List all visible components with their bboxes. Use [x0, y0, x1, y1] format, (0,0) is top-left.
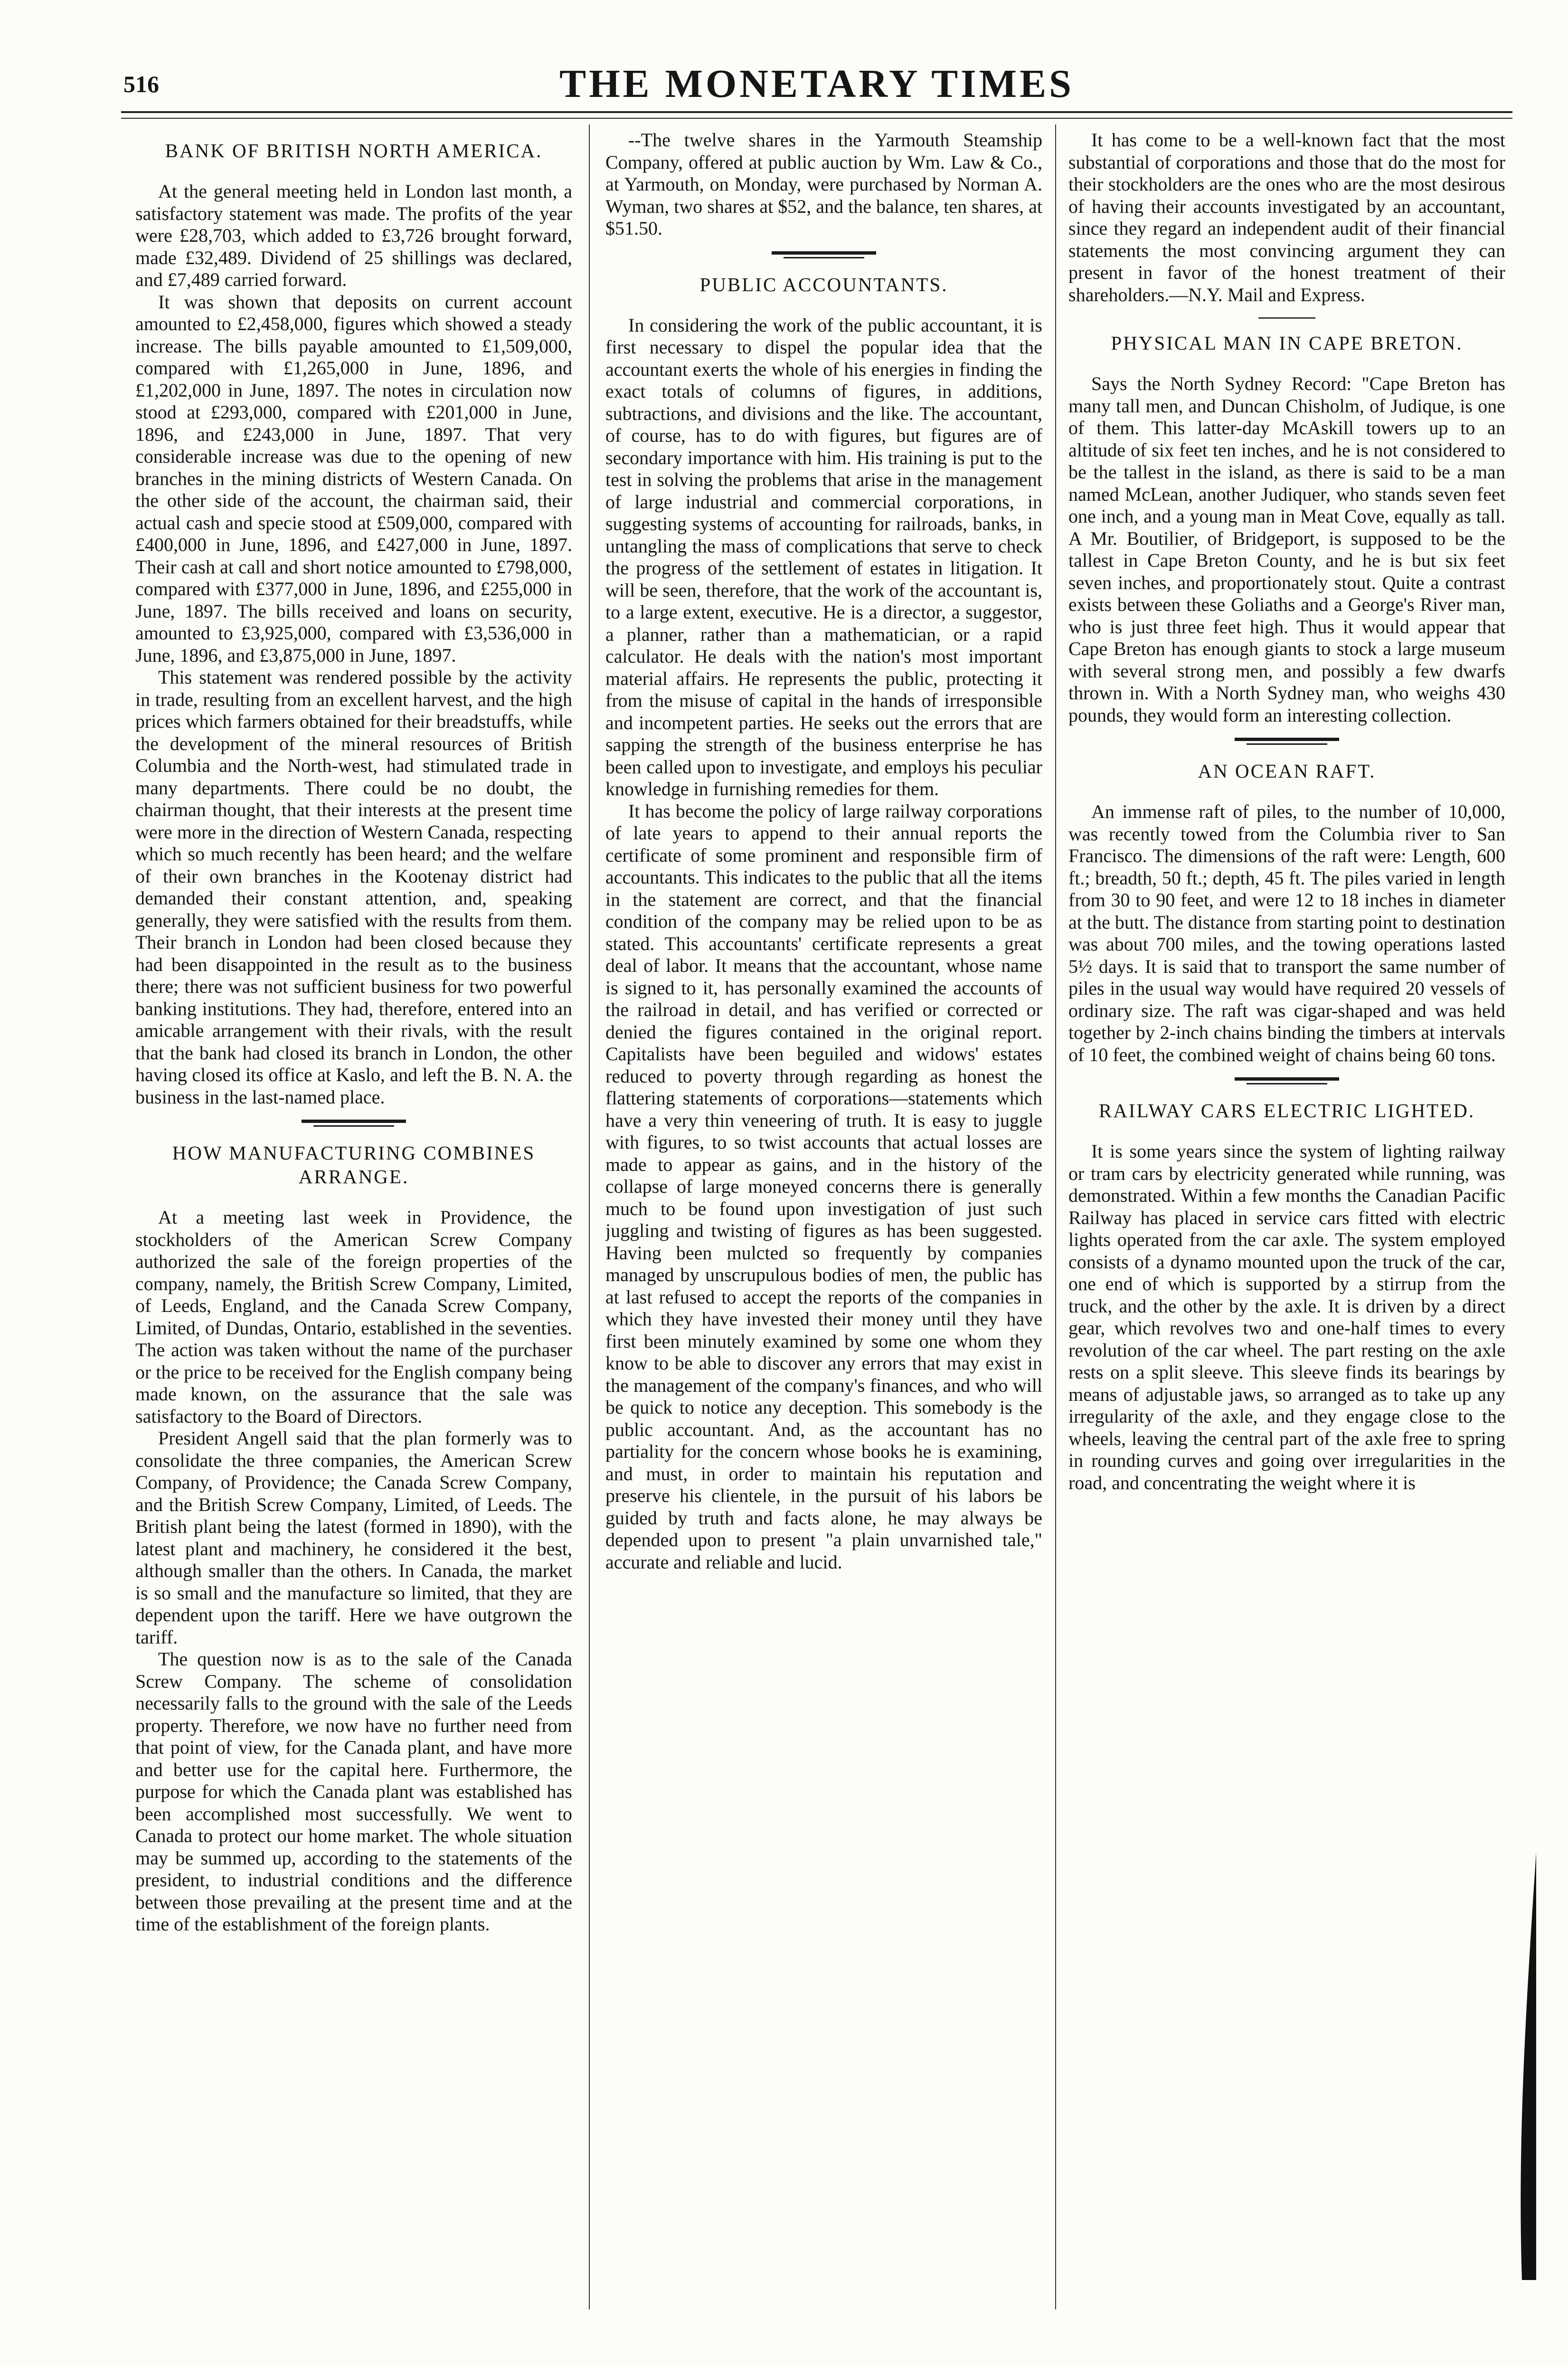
- column-divider: [1055, 124, 1056, 2309]
- article-paragraph: At a meeting last week in Providence, the stockholders of the American Screw Company authorized the sale of the foreign properties of the company, namely, the British Screw Company, Limited, of Leeds, England, and the Canada Screw Company, Limited, of Dundas, Ontario, established in the seventies. The action was taken without the name of the purchaser or the price to be received for the English company being made known, on the assurance that the sale was satisfactory to the Board of Directors.: [135, 1207, 572, 1427]
- column-divider: [589, 124, 590, 2309]
- article-paragraph: In considering the work of the public accountant, it is first necessary to dispel the popular idea that the accountant exerts the whole of his energies in finding the exact totals of columns of figures, in additions, subtractions, and divisions and the like. The accountant, of course, has to do with figures, but figures are of secondary importance with him. His training is put to the test in solving the problems that arise in the management of large industrial and commercial corporations, in suggesting systems of accounting for railroads, banks, in untangling the mass of complications that serve to check the progress of the settlement of estates in litigation. It will be seen, therefore, that the work of the accountant is, to a large extent, executive. He is a director, a suggestor, a planner, rather than a mathematician, or a rapid calculator. He deals with the nation's most important material affairs. He represents the public, protecting it from the misuse of capital in the hands of irresponsible and incompetent parties. He seeks out the errors that are sapping the strength of the business enterprise he has been called upon to investigate, and employs his peculiar knowledge in furnishing remedies for them.: [605, 314, 1042, 799]
- section-separator: [1068, 738, 1505, 745]
- column-2: [605, 129, 1042, 2305]
- article-paragraph: It is some years since the system of lighting railway or tram cars by electricity generated while running, was demonstrated. Within a few months the Canadian Pacific Railway has placed in service cars fitted with electric lights operated from the car axle. The system employed consists of a dynamo mounted upon the truck of the car, one end of which is supported by a stirrup from the truck, and the other by the axle. It is driven by a direct gear, which revolves two and one-half times to every revolution of the car wheel. The part resting on the axle rests on a split sleeve. This sleeve finds its bearings by means of adjustable jaws, so arranged as to take up any irregularity of the axle, and they engage close to the wheels, leaving the central part of the axle free to spring in rounding curves and going over irregularities in the road, and concentrating the weight where it is: [1068, 1140, 1505, 1493]
- article-title: PUBLIC ACCOUNTANTS.: [699, 273, 948, 295]
- article-paragraph: It was shown that deposits on current account amounted to £2,458,000, figures which showed a steady increase. The bills payable amounted to £1,509,000, compared with £1,265,000 in June, 1896, and £1,202,000 in June, 1897. The notes in circulation now stood at £293,000, compared with £201,000 in June, 1896, and £243,000 in June, 1897. That very considerable increase was due to the opening of new branches in the mining districts of Western Canada. On the other side of the account, the chairman said, their actual cash and specie stood at £509,000, compared with £400,000 in June, 1896, and £427,000 in June, 1897. Their cash at call and short notice amounted to £798,000, compared with £377,000 in June, 1896, and £255,000 in June, 1897. The bills received and loans on security, amounted to £3,925,000, compared with £3,536,000 in June, 1896, and £3,875,000 in June, 1897.: [135, 291, 572, 666]
- article-title: BANK OF BRITISH NORTH AMERICA.: [165, 140, 543, 162]
- article-paragraph: It has become the policy of large railway corporations of late years to append to their annual reports the certificate of some prominent and responsible firm of accountants. This indicates to the public that all the items in the statement are correct, and that the financial condition of the company may be relied upon to be as stated. This accountants' certificate represents a great deal of labor. It means that the accountant, whose name is signed to it, has personally examined the accounts of the railroad in detail, and has verified or corrected or denied the figures contained in the original report. Capitalists have been beguiled and widows' estates reduced to poverty through regarding as honest the flattering statements of corporations—statements which have a very thin veneering of truth. It is easy to juggle with figures, to so twist accounts that actual losses are made to appear as gains, and in the history of the collapse of large moneyed concerns there is generally much to be found upon investigation of just such juggling and twisting of figures as has been suggested. Having been mulcted so frequently by companies managed by unscrupulous bodies of men, the public has at last refused to accept the reports of the companies in which they have invested their money until they have first been minutely examined by some one whom they know to be able to discover any errors that may exist in the management of the company's finances, and who will be quick to notice any deception. This somebody is the public accountant. And, as the accountant has no partiality for the concern whose books he is examining, and must, in order to maintain his reputation and preserve his clientele, in the pursuit of his labors be guided by truth and facts alone, he may always be depended upon to present "a plain unvarnished tale," accurate and reliable and lucid.: [605, 800, 1042, 1573]
- section-separator: [1068, 1077, 1505, 1084]
- section-separator: [1258, 317, 1315, 319]
- article-paragraph: --The twelve shares in the Yarmouth Steamship Company, offered at public auction by Wm. Law & Co., at Yarmouth, on Monday, were purchased by Norman A. Wyman, two shares at $52, and the balance, ten shares, at $51.50.: [605, 129, 1042, 239]
- article-paragraph: At the general meeting held in London last month, a satisfactory statement was made. The profits of the year were £28,703, which added to £3,726 brought forward, made £32,489. Dividend of 25 shillings was declared, and £7,489 carried forward.: [135, 181, 572, 290]
- page-number: 516: [123, 71, 159, 97]
- page-edge-shadow: [1508, 1853, 1536, 2280]
- article-paragraph: The question now is as to the sale of the Canada Screw Company. The scheme of consolidation necessarily falls to the ground with the sale of the Leeds property. Therefore, we now have no further need from that point of view, for the Canada plant, and have more and better use for the capital here. Furthermore, the purpose for which the Canada plant was established has been accomplished most successfully. We went to Canada to protect our home market. The whole situation may be summed up, according to the statements of the president, to industrial conditions and the difference between those prevailing at the present time and at the time of the establishment of the foreign plants.: [135, 1648, 572, 1935]
- section-separator: [605, 251, 1042, 258]
- masthead-title: THE MONETARY TIMES: [559, 62, 1074, 106]
- column-1: [135, 129, 572, 2305]
- article-title: AN OCEAN RAFT.: [1198, 760, 1376, 782]
- section-separator: [135, 1120, 572, 1127]
- page-header: [123, 58, 1510, 110]
- article-paragraph: Says the North Sydney Record: "Cape Breton has many tall men, and Duncan Chisholm, of Judique, is one of them. This latter-day McAskill towers up to an altitude of six feet ten inches, and he is not considered to be the tallest in the island, as there is said to be a man named McLean, another Judiquer, who stands seven feet one inch, and a young man in Meat Cove, equally as tall. A Mr. Boutilier, of Bridgeport, is supposed to be the tallest in Cape Breton County, and he is but six feet seven inches, and proportionately stout. Quite a contrast exists between these Goliaths and a George's River man, who is just three feet high. Thus it would appear that Cape Breton has enough giants to stock a large museum with several strong men, and possibly a few dwarfs thrown in. With a North Sydney man, who weighs 430 pounds, they would form an interesting collection.: [1068, 373, 1505, 726]
- column-3: [1068, 129, 1505, 2305]
- article-paragraph: It has come to be a well-known fact that the most substantial of corporations and those that do the most for their stockholders are the ones who are the most desirous of having their accounts investigated by an accountant, since they regard an independent audit of their financial statements the most convincing argument they can present in favor of the honest treatment of their shareholders.—N.Y. Mail and Express.: [1068, 129, 1505, 305]
- article-title: HOW MANUFACTURING COMBINES ARRANGE.: [172, 1142, 536, 1188]
- header-rule-thin: [121, 118, 1512, 119]
- article-paragraph: An immense raft of piles, to the number of 10,000, was recently towed from the Columbia river to San Francisco. The dimensions of the raft were: Length, 600 ft.; breadth, 50 ft.; depth, 45 ft. The piles varied in length from 30 to 90 feet, and were 12 to 18 inches in diameter at the butt. The distance from starting point to destination was about 700 miles, and the towing operations lasted 5½ days. It is said that to transport the same number of piles in the usual way would have required 20 vessels of ordinary size. The raft was cigar-shaped and was held together by 2-inch chains binding the timbers at intervals of 10 feet, the combined weight of chains being 60 tons.: [1068, 801, 1505, 1065]
- article-title: PHYSICAL MAN IN CAPE BRETON.: [1111, 332, 1463, 354]
- article-title: RAILWAY CARS ELECTRIC LIGHTED.: [1098, 1100, 1475, 1121]
- article-paragraph: This statement was rendered possible by the activity in trade, resulting from an excellent harvest, and the high prices which farmers obtained for their breadstuffs, while the development of the mineral resources of British Columbia and the North-west, had stimulated trade in many departments. There could be no doubt, the chairman thought, that their interests at the present time were more in the direction of Western Canada, respecting which so much recently has been heard; and the welfare of their own branches in the Kootenay district had demanded their constant attention, and, speaking generally, they were satisfied with the results from them. Their branch in London had been closed because they had been disappointed in the result as to the business there; there was not sufficient business for two powerful banking institutions. They had, therefore, entered into an amicable arrangement with their rivals, with the result that the bank had closed its branch in London, the other having closed its office at Kaslo, and left the B. N. A. the business in the last-named place.: [135, 666, 572, 1108]
- article-paragraph: President Angell said that the plan formerly was to consolidate the three companies, the American Screw Company, of Providence; the Canada Screw Company, and the British Screw Company, Limited, of Leeds. The British plant being the latest (formed in 1890), with the latest plant and machinery, he considered it the best, although smaller than the others. In Canada, the market is so small and the manufacture so limited, that they are dependent upon the tariff. Here we have outgrown the tariff.: [135, 1427, 572, 1648]
- header-rule: [121, 111, 1512, 113]
